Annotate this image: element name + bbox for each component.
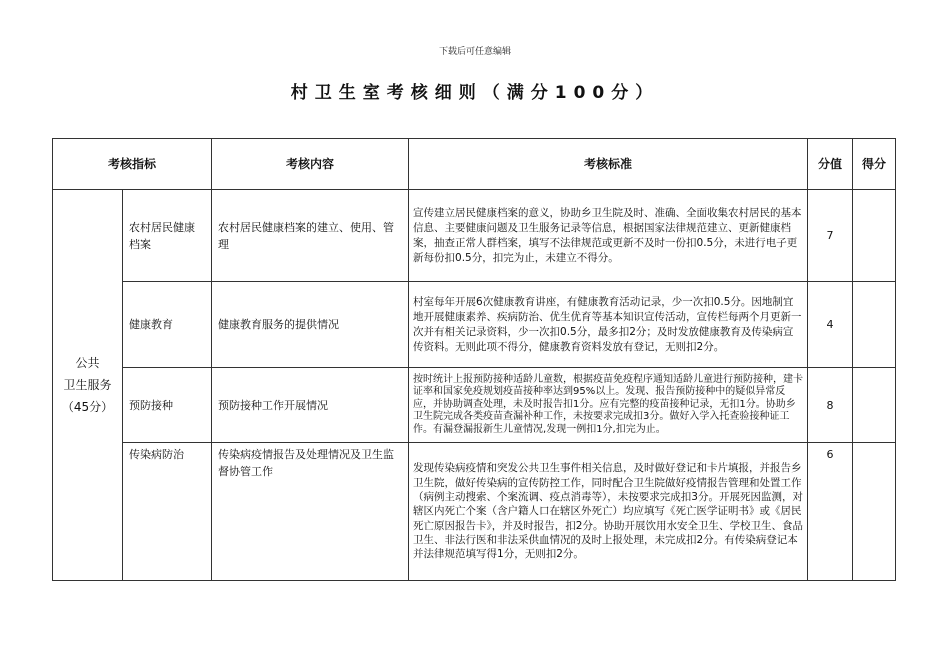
score-cell[interactable] (853, 190, 896, 282)
header-indicator: 考核指标 (53, 139, 212, 190)
standard-cell: 村室每年开展6次健康教育讲座，有健康教育活动记录，少一次扣0.5分。因地制宜地开展健康素养、疾病防治、优生优育等基本知识宣传活动，宣传栏每两个月更新一次并有相关记录资料，少一次扣0.5分，最多扣2分；及时发放健康教育及传染病宣传资料。无则此项不得分，健康教育资料发放有登记，无则扣2分。 (409, 282, 808, 368)
content-cell: 传染病疫情报告及处理情况及卫生监督协管工作 (212, 443, 409, 581)
table-row (53, 282, 896, 368)
assessment-table (52, 138, 896, 581)
sub-indicator: 农村居民健康档案 (123, 190, 212, 282)
table-row (53, 368, 896, 443)
points-cell: 8 (808, 368, 853, 443)
standard-cell: 按时统计上报预防接种适龄儿童数，根据疫苗免疫程序通知适龄儿童进行预防接种，建卡证率和国家免疫规划疫苗接种率达到95%以上。发现、报告预防接种中的疑似异常反应，并协助调查处理，未及时报告扣1分。应有完整的疫苗接种记录，无扣1分。协助乡卫生院完成各类疫苗查漏补种工作，未按要求完成扣3分。做好入学入托查验接种证工作。有漏登漏报新生儿童情况,发现一例扣1分,扣完为止。 (409, 368, 808, 443)
table-row (53, 190, 896, 282)
standard-cell: 宣传建立居民健康档案的意义，协助乡卫生院及时、准确、全面收集农村居民的基本信息、主要健康问题及卫生服务记录等信息，根据国家法律规范建立、更新健康档案，抽查正常人群档案，填写不法律规范或更新不及时一份扣0.5分，未进行电子更新每份扣0.5分，扣完为止，未建立不得分。 (409, 190, 808, 282)
header-note: 下载后可任意编辑 (438, 47, 511, 57)
header-content: 考核内容 (212, 139, 409, 190)
category-line1: 公共 (75, 356, 100, 370)
table-header-row (53, 139, 896, 190)
standard-cell: 发现传染病疫情和突发公共卫生事件相关信息，及时做好登记和卡片填报，并报告乡卫生院，做好传染病的宣传防控工作，同时配合卫生院做好疫情报告管理和处置工作（病例主动搜索、个案流调、疫点消毒等），未按要求完成扣3分。开展死因监测，对辖区内死亡个案（含户籍人口在辖区外死亡）均应填写《死亡医学证明书》或《居民死亡原因报告卡》，并及时报告，扣2分。协助开展饮用水安全卫生、学校卫生、食品卫生、非法行医和非法采供血情况的及时上报处理，未完成扣2分。有传染病登记本并法律规范填写得1分，无则扣2分。 (409, 443, 808, 581)
page-title: 村卫生室考核细则（满分100分） (290, 83, 660, 103)
score-cell[interactable] (853, 368, 896, 443)
points-cell: 7 (808, 190, 853, 282)
sub-indicator: 预防接种 (123, 368, 212, 443)
content-cell: 预防接种工作开展情况 (212, 368, 409, 443)
header-score: 得分 (853, 139, 896, 190)
content-cell: 农村居民健康档案的建立、使用、管理 (212, 190, 409, 282)
points-cell: 4 (808, 282, 853, 368)
points-cell: 6 (808, 443, 853, 581)
category-line3: （45分） (61, 400, 114, 414)
content-cell: 健康教育服务的提供情况 (212, 282, 409, 368)
table-row (53, 443, 896, 581)
sub-indicator: 传染病防治 (123, 443, 212, 581)
category-cell (53, 190, 123, 581)
category-line2: 卫生服务 (63, 378, 112, 392)
header-standard: 考核标准 (409, 139, 808, 190)
header-points: 分值 (808, 139, 853, 190)
score-cell[interactable] (853, 443, 896, 581)
score-cell[interactable] (853, 282, 896, 368)
sub-indicator: 健康教育 (123, 282, 212, 368)
